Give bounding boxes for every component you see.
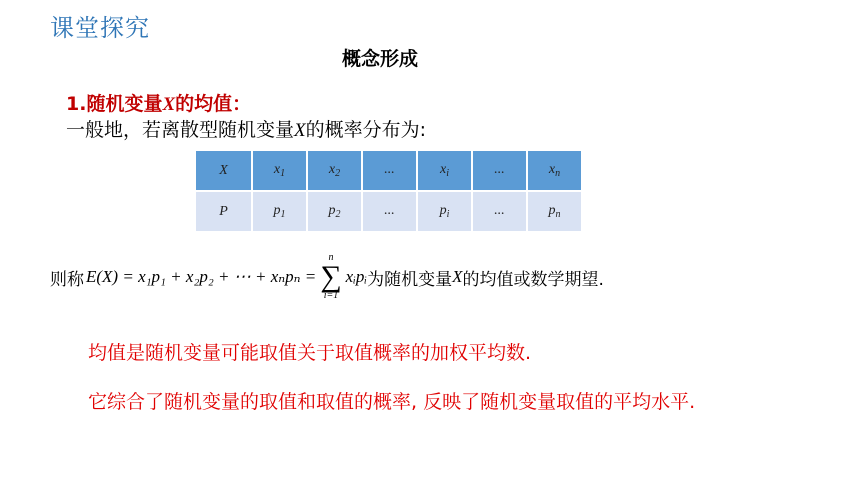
- table-cell: $p_2$: [308, 192, 361, 231]
- table-cell: $x_i$: [418, 151, 471, 190]
- expectation-formula: [50, 252, 604, 302]
- intro-variable: X: [294, 120, 306, 141]
- heading-prefix: 1.随机变量: [66, 93, 163, 115]
- definition-heading: [66, 91, 251, 118]
- intro-prefix: 一般地，若离散型随机变量: [66, 119, 295, 141]
- table-cell: ...: [363, 151, 416, 190]
- table-cell: $x_1$: [253, 151, 306, 190]
- sum-upper-limit: n: [328, 252, 334, 263]
- formula-prefix: 则称: [50, 269, 84, 290]
- table-cell: $p_1$: [253, 192, 306, 231]
- note-weighted-average: 均值是随机变量可能取值关于取值概率的加权平均数.: [88, 342, 532, 364]
- table-cell: ...: [473, 151, 526, 190]
- intro-suffix: 的概率分布为:: [305, 119, 427, 141]
- table-cell: ...: [473, 192, 526, 231]
- heading-suffix: 的均值：: [175, 93, 252, 115]
- formula-suffix-a: 为随机变量: [367, 269, 453, 290]
- distribution-table: [194, 149, 583, 233]
- table-cell: $x_n$: [528, 151, 581, 190]
- formula-variable: X: [452, 267, 463, 286]
- summation-symbol: [320, 253, 341, 301]
- row-x-label: X: [196, 151, 251, 190]
- intro-line: [66, 117, 426, 144]
- formula-suffix-b: 的均值或数学期望.: [462, 269, 604, 290]
- table-cell: $p_i$: [418, 192, 471, 231]
- formula-summand: xᵢpᵢ: [345, 267, 368, 286]
- table-cell: $x_2$: [308, 151, 361, 190]
- note-average-level: 它综合了随机变量的取值和取值的概率, 反映了随机变量取值的平均水平.: [88, 391, 696, 413]
- heading-variable: X: [162, 94, 176, 115]
- table-cell: $p_n$: [528, 192, 581, 231]
- section-title: 课堂探究: [50, 14, 150, 42]
- sum-lower-limit: i=1: [323, 290, 339, 301]
- row-p-label: P: [196, 192, 251, 231]
- formula-lhs: E(X) = x₁p₁ + x₂p₂ + ⋯ + xₙpₙ =: [86, 267, 317, 286]
- table-row-p: [196, 192, 581, 231]
- concept-title: 概念形成: [341, 48, 418, 70]
- table-cell: ...: [363, 192, 416, 231]
- sigma-icon: ∑: [320, 260, 342, 293]
- table-row-x: [196, 151, 581, 190]
